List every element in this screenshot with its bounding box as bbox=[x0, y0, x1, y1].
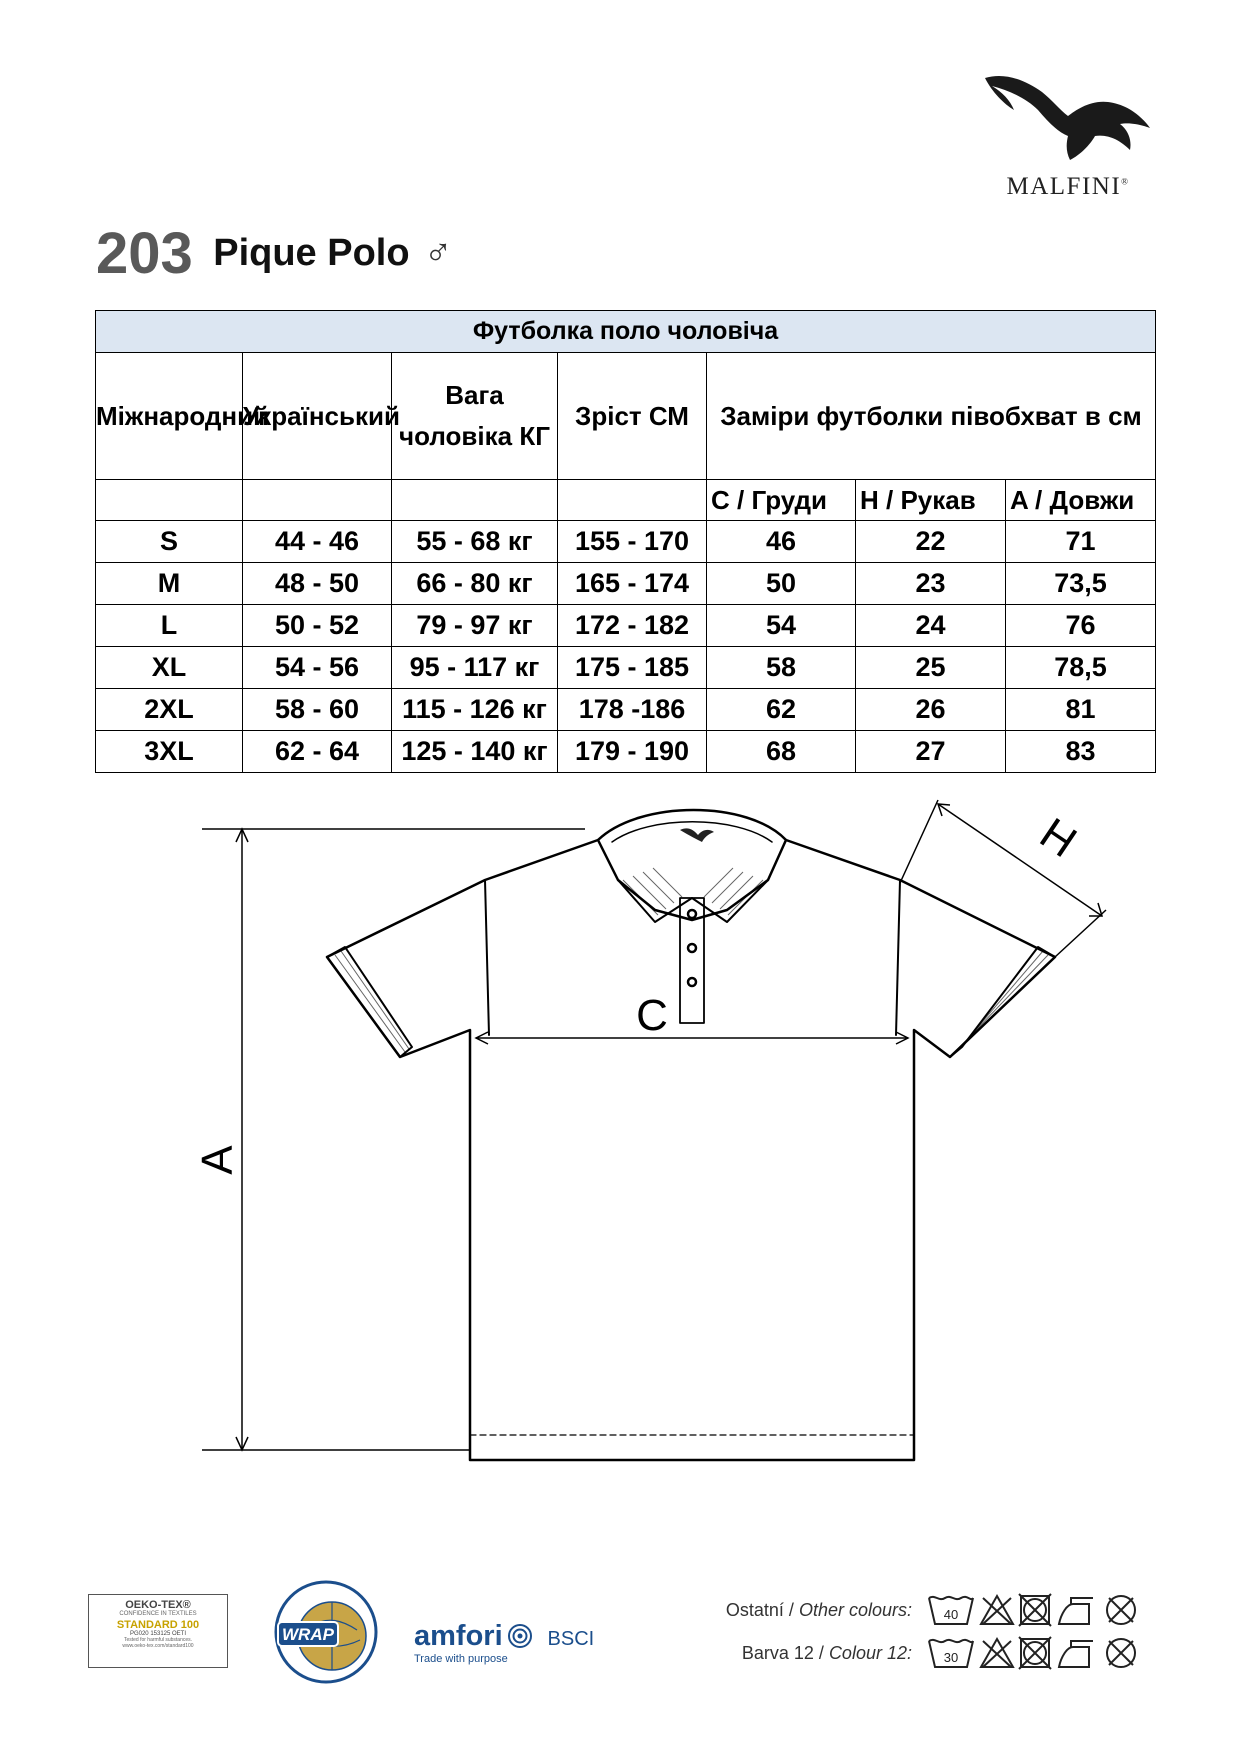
cell-size: S bbox=[96, 521, 243, 563]
no-bleach-icon bbox=[981, 1596, 1013, 1624]
male-gender-icon: ♂ bbox=[424, 232, 453, 274]
dimension-label-h: H bbox=[1031, 808, 1085, 868]
subheader-length: A / Довжи bbox=[1006, 480, 1156, 521]
cell-height: 178 -186 bbox=[558, 689, 707, 731]
cell-chest: 58 bbox=[707, 647, 856, 689]
cell-sleeve: 22 bbox=[856, 521, 1006, 563]
oeko-url: www.oeko-tex.com/standard100 bbox=[122, 1643, 194, 1649]
polo-measurement-diagram bbox=[0, 780, 1241, 1480]
cell-size: 3XL bbox=[96, 731, 243, 773]
cell-size: XL bbox=[96, 647, 243, 689]
brand-logo-block bbox=[960, 70, 1180, 210]
cell-ukr: 58 - 60 bbox=[243, 689, 392, 731]
cell-height: 155 - 170 bbox=[558, 521, 707, 563]
no-dry-clean-icon bbox=[1107, 1639, 1135, 1667]
oeko-subtitle: CONFIDENCE IN TEXTILES bbox=[119, 1611, 197, 1617]
cell-weight: 115 - 126 кг bbox=[392, 689, 558, 731]
header-height: Зріст СМ bbox=[558, 353, 707, 480]
size-table bbox=[95, 310, 1156, 773]
neck-label-icon bbox=[680, 828, 714, 842]
cell-ukr: 48 - 50 bbox=[243, 563, 392, 605]
wrap-text: WRAP bbox=[282, 1625, 334, 1644]
cell-length: 81 bbox=[1006, 689, 1156, 731]
cell-size: M bbox=[96, 563, 243, 605]
cell-sleeve: 23 bbox=[856, 563, 1006, 605]
oeko-tested: Tested for harmful substances. bbox=[123, 1637, 193, 1643]
cell-height: 172 - 182 bbox=[558, 605, 707, 647]
table-caption: Футболка поло чоловіча bbox=[96, 311, 1156, 353]
cell-sleeve: 27 bbox=[856, 731, 1006, 773]
cell-height: 179 - 190 bbox=[558, 731, 707, 773]
oeko-tex-label bbox=[88, 1594, 228, 1668]
dimension-label-a: A bbox=[193, 1145, 242, 1175]
table-row bbox=[96, 647, 1156, 689]
cell-weight: 95 - 117 кг bbox=[392, 647, 558, 689]
empty-cell bbox=[96, 480, 243, 521]
amfori-bsci-logo bbox=[414, 1620, 614, 1670]
dimension-label-c: C bbox=[636, 991, 668, 1040]
wash-temp-40: 40 bbox=[943, 1607, 959, 1622]
no-tumble-dry-icon bbox=[1019, 1594, 1051, 1626]
table-row bbox=[96, 521, 1156, 563]
table-header-row bbox=[96, 353, 1156, 480]
header-weight: Вага чоловіка КГ bbox=[392, 353, 558, 480]
cell-chest: 54 bbox=[707, 605, 856, 647]
subheader-sleeve: H / Рукав bbox=[856, 480, 1006, 521]
cell-ukr: 54 - 56 bbox=[243, 647, 392, 689]
oeko-code: PG020 153125 OETI bbox=[129, 1631, 187, 1637]
table-row bbox=[96, 605, 1156, 647]
cell-weight: 125 - 140 кг bbox=[392, 731, 558, 773]
header-ukrainian: Український bbox=[243, 353, 392, 480]
cell-size: L bbox=[96, 605, 243, 647]
amfori-bsci: BSCI bbox=[547, 1628, 595, 1650]
table-row bbox=[96, 689, 1156, 731]
cell-chest: 46 bbox=[707, 521, 856, 563]
cell-height: 175 - 185 bbox=[558, 647, 707, 689]
iron-icon bbox=[1059, 1598, 1093, 1624]
header-international: Міжнародний bbox=[96, 353, 243, 480]
product-code: 203 bbox=[96, 221, 193, 286]
brand-name: MALFINI® bbox=[1006, 173, 1130, 200]
care-symbols-colour12 bbox=[927, 1633, 1157, 1673]
empty-cell bbox=[392, 480, 558, 521]
polo-shirt-icon bbox=[327, 840, 1055, 1460]
table-row bbox=[96, 731, 1156, 773]
no-dry-clean-icon bbox=[1107, 1596, 1135, 1624]
cell-ukr: 50 - 52 bbox=[243, 605, 392, 647]
subheader-chest: C / Груди bbox=[707, 480, 856, 521]
table-row bbox=[96, 563, 1156, 605]
cell-weight: 55 - 68 кг bbox=[392, 521, 558, 563]
cell-length: 76 bbox=[1006, 605, 1156, 647]
product-name: Pique Polo bbox=[213, 232, 410, 274]
no-bleach-icon bbox=[981, 1639, 1013, 1667]
cell-size: 2XL bbox=[96, 689, 243, 731]
header-measurements: Заміри футболки півобхват в см bbox=[707, 353, 1156, 480]
cell-length: 73,5 bbox=[1006, 563, 1156, 605]
cell-sleeve: 25 bbox=[856, 647, 1006, 689]
cell-chest: 62 bbox=[707, 689, 856, 731]
table-subheader-row bbox=[96, 480, 1156, 521]
colour12-label: Barva 12 / Colour 12: bbox=[741, 1643, 912, 1663]
cell-length: 78,5 bbox=[1006, 647, 1156, 689]
eagle-logo-icon bbox=[980, 70, 1155, 165]
wash-temp-30: 30 bbox=[943, 1650, 959, 1665]
oeko-standard: STANDARD 100 bbox=[116, 1619, 200, 1631]
cell-chest: 68 bbox=[707, 731, 856, 773]
table-caption-row bbox=[96, 311, 1156, 353]
cell-weight: 66 - 80 кг bbox=[392, 563, 558, 605]
empty-cell bbox=[558, 480, 707, 521]
cell-ukr: 44 - 46 bbox=[243, 521, 392, 563]
wrap-logo bbox=[272, 1578, 380, 1686]
cell-sleeve: 24 bbox=[856, 605, 1006, 647]
oeko-title: OEKO-TEX® bbox=[125, 1599, 191, 1611]
amfori-name: amfori bbox=[414, 1620, 503, 1652]
cell-height: 165 - 174 bbox=[558, 563, 707, 605]
cell-sleeve: 26 bbox=[856, 689, 1006, 731]
cell-chest: 50 bbox=[707, 563, 856, 605]
cell-weight: 79 - 97 кг bbox=[392, 605, 558, 647]
amfori-circles-icon bbox=[507, 1623, 537, 1649]
other-colours-label: Ostatní / Other colours: bbox=[725, 1600, 912, 1620]
page-title bbox=[96, 220, 453, 284]
amfori-tagline: Trade with purpose bbox=[414, 1653, 508, 1665]
no-tumble-dry-icon bbox=[1019, 1637, 1051, 1669]
cell-length: 83 bbox=[1006, 731, 1156, 773]
empty-cell bbox=[243, 480, 392, 521]
iron-icon bbox=[1059, 1641, 1093, 1667]
care-symbols-other-colours bbox=[927, 1590, 1157, 1630]
cell-ukr: 62 - 64 bbox=[243, 731, 392, 773]
cell-length: 71 bbox=[1006, 521, 1156, 563]
